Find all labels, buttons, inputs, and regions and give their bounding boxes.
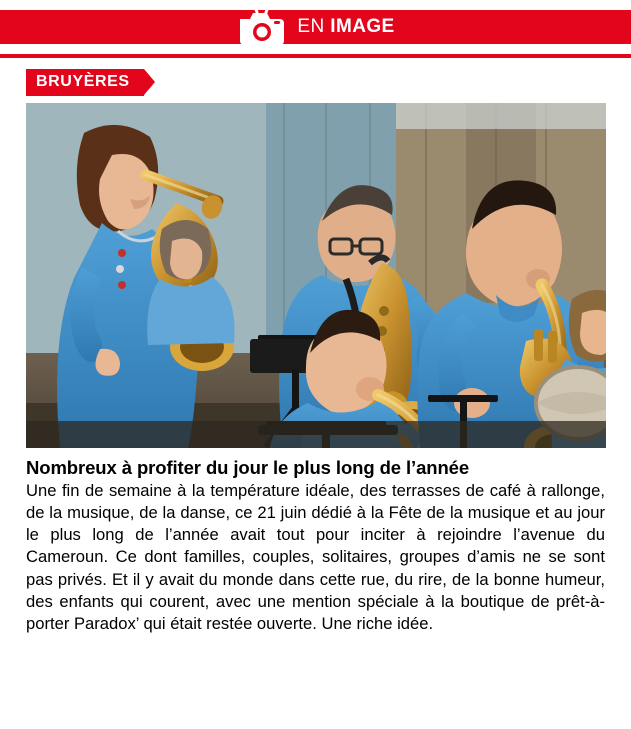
banner-content bbox=[236, 7, 394, 47]
banner-title-light: EN bbox=[297, 16, 331, 37]
article-headline: Nombreux à profiter du jour le plus long de l’année bbox=[26, 457, 470, 478]
camera-icon bbox=[236, 7, 288, 47]
article-content bbox=[0, 69, 631, 635]
locality-tag: BRUYÈRES bbox=[26, 69, 144, 96]
locality-tag-row bbox=[26, 69, 605, 96]
section-banner bbox=[0, 0, 631, 54]
article-body: Une fin de semaine à la température idéale, des terrasses de café à rallonge, de la musique, de la danse, ce 21 juin dédié à la Fête de la musique et au jour le plus long de l’année avait tout pour inciter à rejoindre l’avenue du Cameroun. Ce dont familles, couples, solitaires, groupes d’amis ne se sont pas privés. Et il y avait du monde dans cette rue, du rire, de la bonne humeur, des enfants qui courent, avec une mention spéciale à la boutique de prêt-à-porter Paradox’ qui était restée ouverte. Une riche idée. bbox=[26, 481, 605, 633]
banner-title-bold: IMAGE bbox=[330, 16, 395, 37]
banner-title bbox=[297, 16, 394, 38]
article-photo bbox=[26, 103, 606, 448]
banner-divider bbox=[0, 54, 631, 58]
